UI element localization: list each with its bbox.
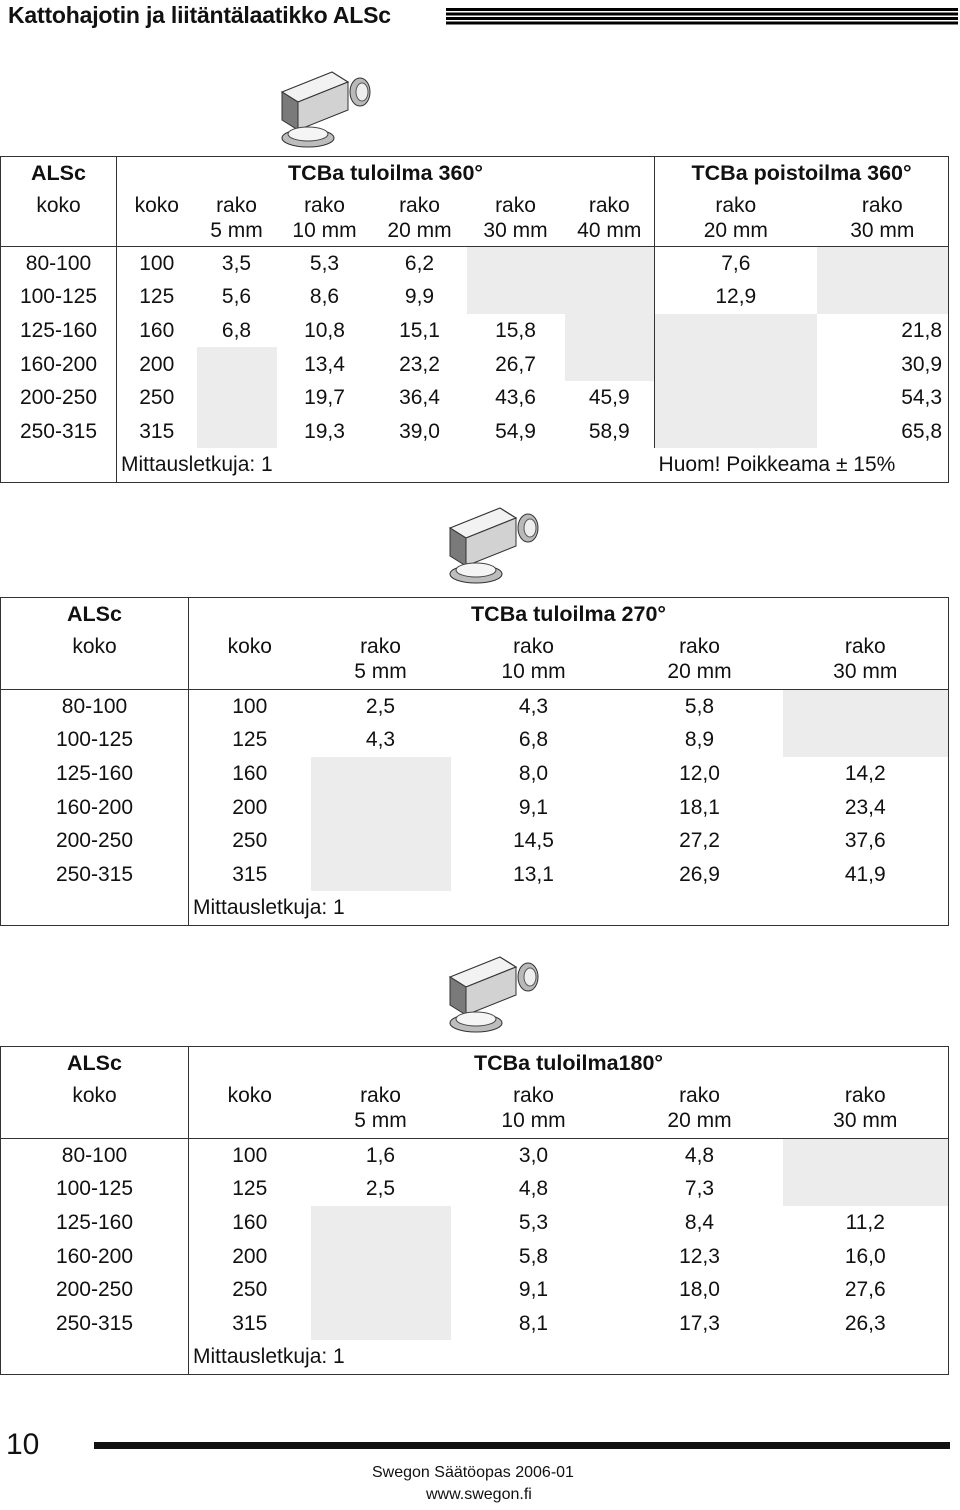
supply-180-header: TCBa tuloilma180° <box>189 1047 949 1081</box>
table-cell: 14,2 <box>783 757 949 791</box>
table-cell: 200-250 <box>1 1273 189 1307</box>
table-cell: 8,0 <box>518 761 549 785</box>
table-cell: 37,6 <box>783 824 949 858</box>
table-cell: 4,8 <box>617 1139 783 1173</box>
table-cell: 250 <box>232 829 268 853</box>
column-header-label: rako <box>844 634 886 658</box>
table-cell <box>655 314 817 348</box>
table-footnote: Mittausletkuja: 1 <box>189 1340 949 1374</box>
table-cell: 125-160 <box>1 314 117 348</box>
diffuser-product-image <box>440 955 550 1035</box>
table-row <box>1 757 949 791</box>
table-cell <box>655 381 817 415</box>
table-cell: 13,4 <box>304 352 345 376</box>
page-title: Kattohajotin ja liitäntälaatikko ALSc <box>8 2 391 28</box>
table-cell: 80-100 <box>1 247 117 281</box>
column-header <box>467 191 565 247</box>
table-cell: 39,0 <box>399 419 440 443</box>
table-cell <box>311 1306 451 1340</box>
table-cell: 26,7 <box>495 352 536 376</box>
diffuser-product-image <box>440 506 550 586</box>
table-row <box>1 857 949 891</box>
table-cell: 6,2 <box>373 247 467 281</box>
column-header <box>783 1081 949 1139</box>
column-header <box>117 191 197 247</box>
table-cell: 100-125 <box>1 1172 189 1206</box>
column-header-unit: 20 mm <box>387 218 452 242</box>
column-header-label: rako <box>861 193 903 217</box>
table-tcba-180 <box>0 1046 949 1375</box>
table-row <box>1 280 949 314</box>
column-header-unit: 30 mm <box>483 218 548 242</box>
table-cell <box>311 1206 451 1240</box>
table-cell: 100-125 <box>1 280 117 314</box>
column-header-unit: 10 mm <box>501 1108 566 1132</box>
table-cell <box>311 757 451 791</box>
table-row <box>1 1139 949 1173</box>
footer-url: www.swegon.fi <box>426 1486 532 1503</box>
table-row <box>1 790 949 824</box>
table-cell: 80-100 <box>1 690 189 724</box>
table-row <box>1 347 949 381</box>
table-cell <box>311 790 451 824</box>
table-cell: 2,5 <box>365 1177 396 1201</box>
table-cell: 17,3 <box>679 1311 720 1335</box>
alsc-header: ALSc <box>1 157 117 191</box>
table-cell: 2,5 <box>311 690 451 724</box>
table-cell <box>311 1239 451 1273</box>
diffuser-product-image <box>272 70 382 150</box>
column-header-label: rako <box>360 634 401 658</box>
table-cell <box>817 280 949 314</box>
table-cell: 125-160 <box>1 757 189 791</box>
column-header-unit: 30 mm <box>833 1108 898 1132</box>
column-header-label: rako <box>360 1083 401 1107</box>
table-cell: 21,8 <box>817 314 949 348</box>
column-header-unit: 10 mm <box>501 659 566 683</box>
table-cell: 7,3 <box>684 1177 715 1201</box>
table-cell <box>467 247 565 281</box>
table-cell: 15,8 <box>495 318 536 342</box>
deviation-note: Huom! Poikkeama ± 15% <box>655 448 949 482</box>
column-header-label: rako <box>679 1083 720 1107</box>
footer-guide-title: Swegon Säätöopas 2006-01 <box>372 1464 574 1481</box>
table-cell <box>311 857 451 891</box>
table-cell: 14,5 <box>513 829 554 853</box>
table-footnote: Mittausletkuja: 1 <box>189 891 949 925</box>
table-cell: 9,1 <box>518 1278 549 1302</box>
column-header-unit: 40 mm <box>577 218 642 242</box>
table-cell <box>655 414 817 448</box>
column-header-label: rako <box>495 193 536 217</box>
column-header <box>1 191 117 247</box>
table-cell: 7,6 <box>655 247 817 281</box>
table-cell: 18,1 <box>679 795 720 819</box>
table-cell <box>311 824 451 858</box>
table-cell <box>467 280 565 314</box>
table-cell: 1,6 <box>311 1139 451 1173</box>
table-cell <box>565 247 655 281</box>
column-header-unit: 30 mm <box>850 218 915 242</box>
table-cell <box>197 381 277 415</box>
column-header <box>565 191 655 247</box>
table-cell: 8,4 <box>684 1210 715 1234</box>
column-header-label: rako <box>399 193 440 217</box>
supply-360-header: TCBa tuloilma 360° <box>117 157 655 191</box>
table-cell: 100 <box>189 690 311 724</box>
table-cell: 250-315 <box>1 857 189 891</box>
table-cell: 125 <box>139 285 175 309</box>
table-cell <box>197 414 277 448</box>
column-header-unit: 5 mm <box>354 659 407 683</box>
table-cell: 100-125 <box>1 723 189 757</box>
column-header-label: rako <box>715 193 757 217</box>
table-row <box>1 1172 949 1206</box>
column-header-unit: 20 mm <box>667 1108 732 1132</box>
column-header-label: koko <box>227 1083 272 1107</box>
column-header-label: rako <box>588 193 630 217</box>
table-cell: 3,0 <box>451 1139 617 1173</box>
table-row <box>1 1273 949 1307</box>
column-header <box>817 191 949 247</box>
table-tcba-360 <box>0 156 949 483</box>
table-cell: 43,6 <box>495 386 536 410</box>
header-rule <box>446 8 958 26</box>
table-cell: 4,3 <box>365 728 396 752</box>
table-cell: 15,1 <box>399 318 440 342</box>
column-header-unit: 20 mm <box>703 218 768 242</box>
page-number: 10 <box>6 1428 40 1461</box>
table-cell <box>655 347 817 381</box>
table-row <box>1 1239 949 1273</box>
column-header <box>311 1081 451 1139</box>
table-cell: 23,4 <box>783 790 949 824</box>
column-header-unit: 20 mm <box>667 659 732 683</box>
column-header <box>783 632 949 690</box>
table-row <box>1 1306 949 1340</box>
table-row <box>1 414 949 448</box>
table-row <box>1 314 949 348</box>
table-cell: 250 <box>139 386 175 410</box>
table-cell: 8,6 <box>309 285 340 309</box>
table-cell <box>565 314 655 348</box>
table-cell: 16,0 <box>783 1239 949 1273</box>
column-header-label: rako <box>679 634 720 658</box>
table-cell: 26,3 <box>783 1306 949 1340</box>
table-cell: 58,9 <box>565 414 655 448</box>
column-header <box>311 632 451 690</box>
table-cell: 160 <box>232 761 268 785</box>
column-header-label: rako <box>844 1083 886 1107</box>
table-cell: 250-315 <box>1 1306 189 1340</box>
table-cell <box>783 723 949 757</box>
column-header <box>451 632 617 690</box>
exhaust-360-header: TCBa poistoilma 360° <box>655 157 949 191</box>
table-cell: 250 <box>232 1278 268 1302</box>
table-cell: 5,8 <box>518 1244 549 1268</box>
table-cell: 18,0 <box>679 1278 720 1302</box>
table-footnote: Mittausletkuja: 1 <box>117 448 655 482</box>
alsc-header: ALSc <box>1 598 189 632</box>
table-cell: 160-200 <box>1 347 117 381</box>
table-cell: 12,3 <box>679 1244 720 1268</box>
column-header <box>189 1081 311 1139</box>
table-cell: 100 <box>117 247 197 281</box>
table-cell <box>783 1139 949 1173</box>
table-cell: 80-100 <box>1 1139 189 1173</box>
table-cell: 5,6 <box>221 285 252 309</box>
alsc-header: ALSc <box>1 1047 189 1081</box>
table-cell: 6,8 <box>221 318 252 342</box>
footer-rule <box>94 1442 950 1449</box>
table-cell <box>197 347 277 381</box>
table-cell: 160-200 <box>1 790 189 824</box>
table-row <box>1 1206 949 1240</box>
column-header-unit: 5 mm <box>210 218 263 242</box>
column-header-label: koko <box>72 1083 117 1107</box>
table-cell: 12,0 <box>679 761 720 785</box>
table-cell <box>783 690 949 724</box>
column-header-label: koko <box>227 634 272 658</box>
column-header-label: koko <box>134 193 179 217</box>
column-header <box>451 1081 617 1139</box>
table-cell: 19,3 <box>304 419 345 443</box>
table-cell: 8,1 <box>518 1311 549 1335</box>
table-cell: 160-200 <box>1 1239 189 1273</box>
table-cell: 200-250 <box>1 824 189 858</box>
column-header-label: koko <box>36 193 81 217</box>
table-cell: 27,6 <box>783 1273 949 1307</box>
table-row <box>1 723 949 757</box>
table-cell: 12,9 <box>715 285 757 309</box>
table-cell: 200 <box>232 795 268 819</box>
table-cell <box>817 247 949 281</box>
column-header-label: koko <box>72 634 117 658</box>
column-header <box>277 191 373 247</box>
table-cell: 54,9 <box>495 419 536 443</box>
column-header <box>617 632 783 690</box>
table-cell: 6,8 <box>518 728 549 752</box>
table-cell <box>565 280 655 314</box>
table-cell: 5,3 <box>518 1210 549 1234</box>
column-header <box>373 191 467 247</box>
column-header <box>1 632 189 690</box>
table-cell: 200 <box>232 1244 268 1268</box>
table-cell: 45,9 <box>565 381 655 415</box>
column-header <box>1 1081 189 1139</box>
table-cell: 125 <box>232 1177 268 1201</box>
column-header-label: rako <box>513 634 554 658</box>
table-cell: 19,7 <box>304 386 345 410</box>
table-cell: 4,3 <box>451 690 617 724</box>
table-cell <box>311 1273 451 1307</box>
table-cell: 4,8 <box>518 1177 549 1201</box>
supply-270-header: TCBa tuloilma 270° <box>189 598 949 632</box>
table-cell: 11,2 <box>783 1206 949 1240</box>
table-cell: 100 <box>189 1139 311 1173</box>
table-cell: 65,8 <box>817 414 949 448</box>
table-cell: 125 <box>232 728 268 752</box>
table-cell: 315 <box>139 419 175 443</box>
table-cell: 8,9 <box>684 728 715 752</box>
column-header <box>617 1081 783 1139</box>
table-cell: 41,9 <box>783 857 949 891</box>
table-tcba-270 <box>0 597 949 926</box>
table-cell: 160 <box>139 318 175 342</box>
table-cell: 200-250 <box>1 381 117 415</box>
table-cell: 200 <box>139 352 175 376</box>
table-cell: 3,5 <box>197 247 277 281</box>
table-cell: 250-315 <box>1 414 117 448</box>
column-header-unit: 10 mm <box>292 218 357 242</box>
table-cell: 315 <box>232 862 268 886</box>
table-row <box>1 247 949 281</box>
table-cell: 30,9 <box>817 347 949 381</box>
table-cell <box>565 347 655 381</box>
table-cell: 315 <box>232 1311 268 1335</box>
column-header-label: rako <box>513 1083 554 1107</box>
table-cell: 125-160 <box>1 1206 189 1240</box>
table-cell: 13,1 <box>513 862 554 886</box>
table-cell: 160 <box>232 1210 268 1234</box>
table-cell: 10,8 <box>304 318 345 342</box>
column-header-label: rako <box>216 193 257 217</box>
table-cell <box>783 1172 949 1206</box>
column-header-label: rako <box>304 193 345 217</box>
table-row <box>1 381 949 415</box>
table-cell: 5,8 <box>617 690 783 724</box>
table-cell: 54,3 <box>817 381 949 415</box>
table-cell: 26,9 <box>679 862 720 886</box>
table-cell: 9,9 <box>404 285 435 309</box>
column-header-unit: 30 mm <box>833 659 898 683</box>
column-header <box>197 191 277 247</box>
table-cell: 5,3 <box>277 247 373 281</box>
table-cell: 9,1 <box>518 795 549 819</box>
column-header <box>189 632 311 690</box>
table-cell: 36,4 <box>399 386 440 410</box>
table-row <box>1 690 949 724</box>
column-header <box>655 191 817 247</box>
column-header-unit: 5 mm <box>354 1108 407 1132</box>
table-cell: 23,2 <box>399 352 440 376</box>
table-cell: 27,2 <box>679 829 720 853</box>
table-row <box>1 824 949 858</box>
